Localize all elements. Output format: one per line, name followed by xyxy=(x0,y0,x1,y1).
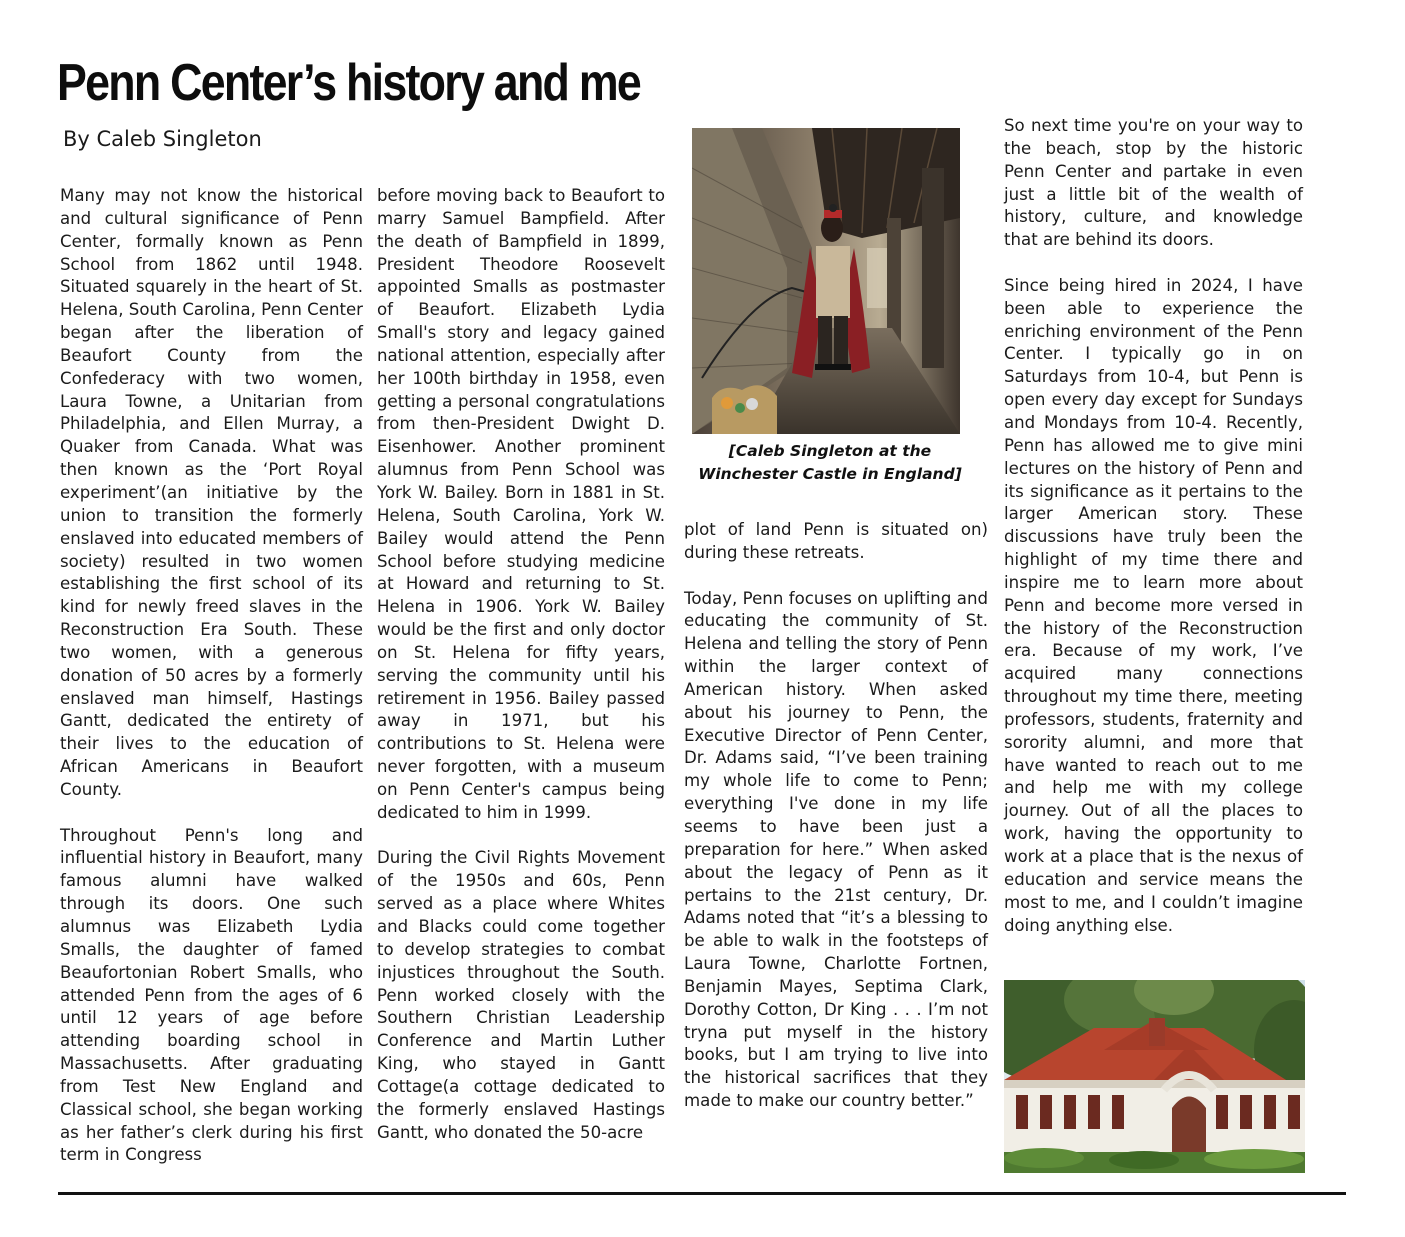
paragraph: Today, Penn focuses on uplifting and educating the community of St. Helena and telling the story of Penn within the larger context of American history. When asked about his journey to Penn, the Executive Director of Penn Center, Dr. Adams said, “I’ve been training my whole life to come to Penn; everything I've done in my life seems to have been just a preparation for here.” When asked about the legacy of Penn as it pertains to the 21st century, Dr. Adams noted that “it’s a blessing to be able to walk in the footsteps of Laura Towne, Charlotte Fortnen, Benjamin Mayes, Septima Clark, Dorothy Cotton, Dr King . . . I’m not tryna put myself in the history books, but I am trying to live into the historical sacrifices that they made to make our country better.” xyxy=(684,588,988,1111)
paragraph: Many may not know the historical and cultural significance of Penn Center, formally known as Penn School from 1862 until 1948. Situated squarely in the heart of St. Helena, South Carolina, Penn Center began after the liberation of Beaufort County from the Confederacy with two women, Laura Towne, a Unitarian from Philadelphia, and Ellen Murray, a Quaker from Canada. What was then known as the ‘Port Royal experiment’(an initiative by the union to transition the formerly enslaved into educated members of society) resulted in two women establishing the first school of its kind for newly freed slaves in the Reconstruction Era South. These two women, with a generous donation of 50 acres by a formerly enslaved man himself, Hastings Gantt, dedicated the entirety of their lives to the education of African Americans in Beaufort County. xyxy=(60,186,363,799)
paragraph: Throughout Penn's long and influential history in Beaufort, many famous alumni have walked through its doors. One such alumnus was Elizabeth Lydia Smalls, the daughter of famed Beaufortonian Robert Smalls, who attended Penn from the ages of 6 until 12 years of age before attending boarding school in Massachusetts. After graduating from Test New England and Classical school, she began working as her father’s clerk during his first term in Congress xyxy=(60,825,363,1165)
paragraph: before moving back to Beaufort to marry Samuel Bampfield. After the death of Bampfield in 1899, President Theodore Roosevelt appointed Smalls as postmaster of Beaufort. Elizabeth Lydia Small's story and legacy gained national attention, especially after her 100th birthday in 1958, even getting a personal congratulations from then-President Dwight D. Eisenhower. Another prominent alumnus from Penn School was York W. Bailey. Born in 1881 in St. Helena, South Carolina, York W. Bailey would attend the Penn School before studying medicine at Howard and returning to St. Helena in 1906. York W. Bailey would be the first and only doctor on St. Helena for fifty years, serving the community until his retirement in 1956. Bailey passed away in 1971, but his contributions to St. Helena were never forgotten, with a museum on Penn Center's campus being dedicated to him in 1999. xyxy=(377,186,665,822)
article-column-2 xyxy=(377,185,665,1144)
paragraph: Since being hired in 2024, I have been able to experience the enriching environment of the Penn Center. I typically go in on Saturdays from 10-4, but Penn is open every day except for Sundays and Mondays from 10-4. Recently, Penn has allowed me to give mini lectures on the history of Penn and its significance as it pertains to the larger American story. These discussions have truly been the highlight of my time there and inspire me to learn more about Penn and become more versed in the history of the Reconstruction era. Because of my work, I’ve acquired many connections throughout my time there, meeting professors, students, fraternity and sorority alumni, and more that have wanted to reach out to me and help me with my college journey. Out of all the places to work, having the opportunity to work at a place that is the nexus of education and service means the most to me, and I couldn’t imagine doing anything else. xyxy=(1004,275,1303,935)
article-column-3 xyxy=(684,519,988,1113)
article-title: Penn Center’s history and me xyxy=(57,54,641,112)
photo-penn-center-building xyxy=(1004,980,1305,1173)
byline: By Caleb Singleton xyxy=(63,127,262,151)
paragraph: During the Civil Rights Movement of the 1950s and 60s, Penn served as a place where Whites and Blacks could come together to develop strategies to combat injustices throughout the South. Penn worked closely with the Southern Christian Leadership Conference and Martin Luther King, who stayed in Gantt Cottage(a cottage dedicated to the formerly enslaved Hastings Gantt, who donated the 50-acre xyxy=(377,848,665,1142)
article-column-4 xyxy=(1004,115,1303,937)
paragraph: So next time you're on your way to the beach, stop by the historic Penn Center and partake in even just a little bit of the wealth of history, culture, and knowledge that are behind its doors. xyxy=(1004,116,1303,250)
footer-rule xyxy=(58,1192,1346,1195)
paragraph: plot of land Penn is situated on) during these retreats. xyxy=(684,520,988,562)
article-column-1 xyxy=(60,185,363,1167)
photo-caption: [Caleb Singleton at the Winchester Castle in England] xyxy=(698,442,962,483)
photo-caleb-winchester-castle xyxy=(692,128,960,434)
